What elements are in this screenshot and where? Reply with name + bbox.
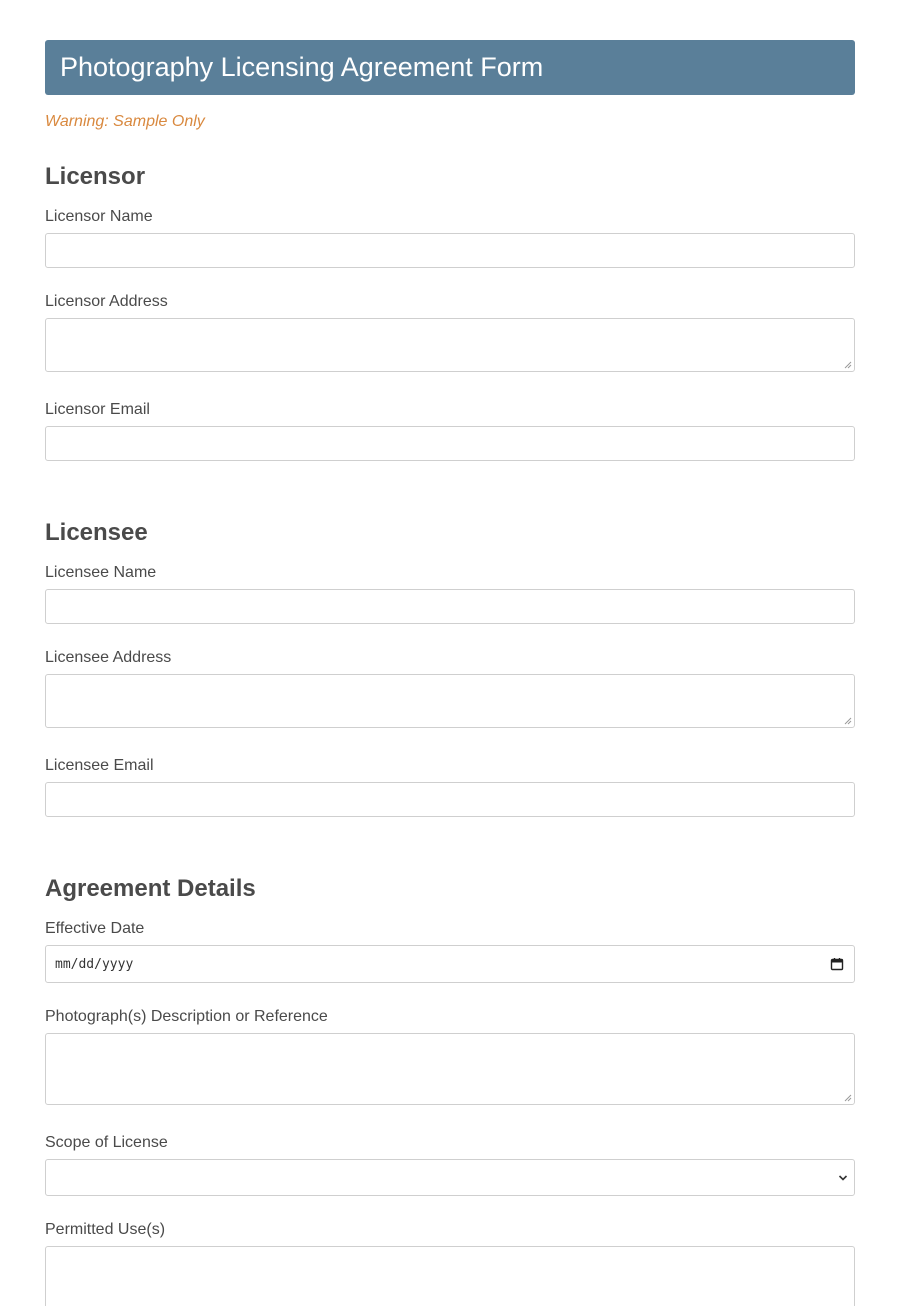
effective-date-input[interactable] [45,945,855,983]
licensor-name-label: Licensor Name [45,208,153,225]
licensee-email-input[interactable] [45,782,855,817]
permitted-uses-label: Permitted Use(s) [45,1221,166,1238]
licensor-email-label: Licensor Email [45,401,150,418]
licensee-email-label: Licensee Email [45,757,154,774]
photograph-description-label: Photograph(s) Description or Reference [45,1008,328,1025]
licensee-name-input[interactable] [45,589,855,624]
form-container [45,40,855,1238]
licensee-address-textarea[interactable] [45,674,855,728]
licensor-email-input[interactable] [45,426,855,461]
form-header [45,40,855,95]
resize-handle-icon[interactable] [844,717,852,725]
licensee-heading: Licensee [45,519,148,546]
chevron-down-icon [838,1174,848,1182]
photograph-description-textarea[interactable] [45,1033,855,1105]
resize-handle-icon[interactable] [844,361,852,369]
permitted-uses-textarea[interactable] [45,1246,855,1306]
agreement-heading: Agreement Details [45,875,256,902]
form-title: Photography Licensing Agreement Form [60,52,544,82]
scope-of-license-select[interactable] [45,1159,855,1196]
effective-date-label: Effective Date [45,920,145,937]
scope-of-license-label: Scope of License [45,1134,168,1151]
licensor-heading: Licensor [45,163,146,190]
sample-warning: Warning: Sample Only [45,113,205,130]
resize-handle-icon[interactable] [844,1094,852,1102]
licensor-address-textarea[interactable] [45,318,855,372]
licensor-name-input[interactable] [45,233,855,268]
licensee-address-label: Licensee Address [45,649,172,666]
date-placeholder: mm/dd/yyyy [55,956,134,972]
licensee-name-label: Licensee Name [45,564,157,581]
licensor-address-label: Licensor Address [45,293,168,310]
calendar-icon[interactable] [830,957,844,971]
